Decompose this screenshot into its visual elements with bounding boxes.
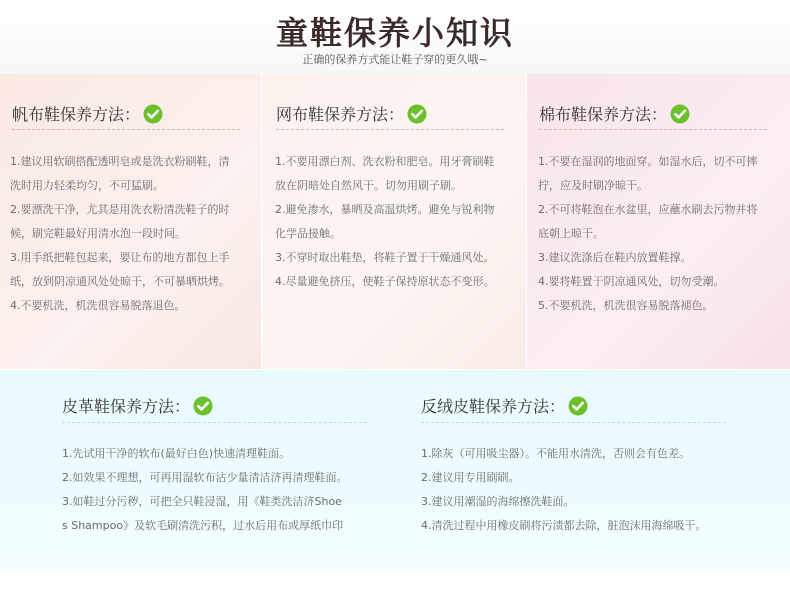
suede-section-title: 反绒皮鞋保养方法： (421, 397, 566, 416)
cotton-section-title: 棉布鞋保养方法： (539, 105, 668, 124)
leather-section-heading (62, 394, 213, 417)
instruction-line: 3.用手纸把鞋包起来，要让布的地方都包上手 (10, 251, 230, 264)
instruction-line: 5.不要机洗，机洗很容易脱落褪色。 (538, 299, 714, 312)
instruction-line: 2.如效果不理想，可再用湿软布沾少量清洁济再清理鞋面。 (62, 471, 348, 484)
instruction-line: 拧，应及时刷净晾干。 (538, 179, 648, 192)
instruction-line: 1.不要用漂白剂、洗衣粉和肥皂。用牙膏刷鞋 (275, 155, 495, 168)
suede-section-heading (421, 394, 588, 417)
instruction-line: 底朝上晾干。 (538, 227, 604, 240)
canvas-shoes-panel (0, 74, 261, 369)
page-subtitle: 正确的保养方式能让鞋子穿的更久哦~ (302, 53, 488, 66)
instruction-line: 4.不要机洗，机洗很容易脱落退色。 (10, 299, 186, 312)
section-divider (276, 129, 504, 130)
page-title: 童鞋保养小知识 (275, 14, 514, 52)
section-divider (421, 422, 726, 423)
instruction-line: 1.建议用软刷搭配透明皂或是洗衣粉刷鞋，清 (10, 155, 230, 168)
suede-instructions (421, 442, 761, 538)
instruction-line: 4.尽量避免挤压，使鞋子保持原状态不变形。 (275, 275, 495, 288)
mesh-instructions (275, 150, 525, 294)
leather-section-title: 皮革鞋保养方法： (62, 397, 191, 416)
instruction-line: 1.先试用干净的软布(最好白色)快速清理鞋面。 (62, 447, 291, 460)
instruction-line: 3.如鞋过分污秽，可把全只鞋浸湿，用《鞋类洗洁济Shoe (62, 495, 342, 508)
cotton-shoes-panel (527, 74, 790, 369)
instruction-line: 1.除灰（可用吸尘器）。不能用水清洗，否则会有色差。 (421, 447, 690, 460)
check-icon (568, 396, 588, 416)
instruction-line: 2.要漂洗干净，尤其是用洗衣粉清洗鞋子的时 (10, 203, 230, 216)
instruction-line: 2.建议用专用刷刷。 (421, 471, 520, 484)
canvas-instructions (10, 150, 256, 318)
instruction-line: 4.清洗过程中用橡皮刷将污渍都去除，脏泡沫用海绵吸干。 (421, 519, 707, 532)
canvas-section-title: 帆布鞋保养方法： (12, 105, 141, 124)
check-icon (670, 104, 690, 124)
mesh-section-title: 网布鞋保养方法： (276, 105, 405, 124)
instruction-line: 2.避免渗水，暴晒及高温烘烤。避免与锐利物 (275, 203, 495, 216)
instruction-line: 4.要将鞋置于阴凉通风处，切勿受潮。 (538, 275, 725, 288)
instruction-line: 纸，放到阴凉通风处处晾干，不可暴晒烘烤。 (10, 275, 230, 288)
mesh-shoes-panel (261, 74, 527, 369)
instruction-line: 2.不可将鞋泡在水盆里，应蘸水刷去污物并将 (538, 203, 758, 216)
check-icon (407, 104, 427, 124)
canvas-section-heading (12, 102, 163, 125)
instruction-line: s Shampoo》及软毛刷清洗污积，过水后用布或厚纸巾印 (62, 519, 344, 532)
instruction-line: 洗时用力轻柔均匀，不可猛刷。 (10, 179, 164, 192)
instruction-line: 放在阴暗处自然风干。切勿用刷子刷。 (275, 179, 462, 192)
cotton-section-heading (539, 102, 690, 125)
header-banner (0, 0, 790, 74)
mesh-section-heading (276, 102, 427, 125)
check-icon (143, 104, 163, 124)
instruction-line: 3.建议用潮湿的海绵擦洗鞋面。 (421, 495, 575, 508)
check-icon (193, 396, 213, 416)
instruction-line: 候，刷完鞋最好用清水泡一段时间。 (10, 227, 186, 240)
leather-shoes-panel (0, 369, 790, 569)
section-divider (62, 422, 367, 423)
instruction-line: 3.不穿时取出鞋垫，将鞋子置于干燥通风处。 (275, 251, 495, 264)
instruction-line: 1.不要在湿润的地面穿。如湿水后，切不可摔 (538, 155, 758, 168)
instruction-line: 3.建议洗涤后在鞋内放置鞋撑。 (538, 251, 692, 264)
leather-instructions (62, 442, 392, 538)
instruction-line: 化学品接触。 (275, 227, 341, 240)
section-divider (12, 129, 240, 130)
section-divider (539, 129, 767, 130)
cotton-instructions (538, 150, 788, 318)
